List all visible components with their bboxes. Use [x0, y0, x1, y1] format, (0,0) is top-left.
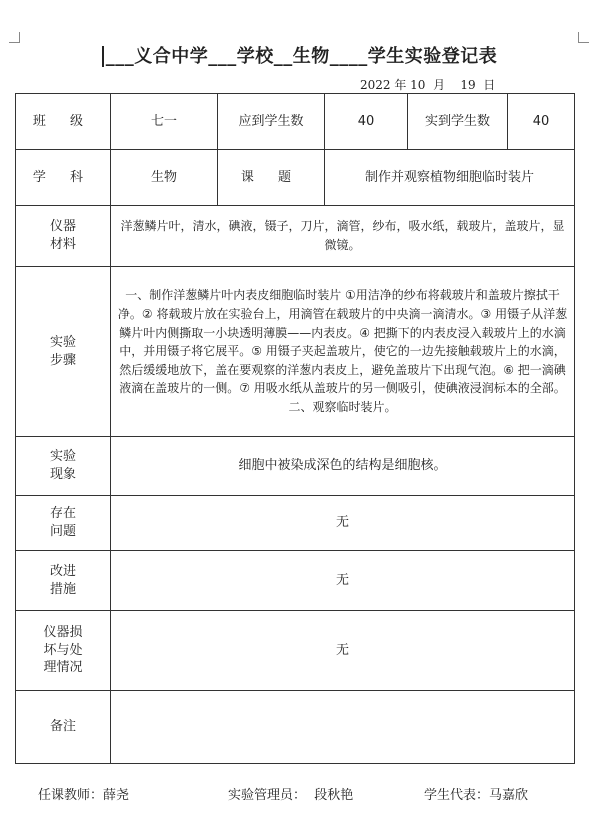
table-row — [16, 611, 575, 691]
materials-label: 仪器 材料 — [16, 206, 111, 267]
table-row — [16, 206, 575, 267]
materials-value: 洋葱鳞片叶，清水，碘液，镊子，刀片，滴管，纱布，吸水纸，载玻片，盖玻片，显微镜。 — [111, 206, 575, 267]
phenomenon-value: 细胞中被染成深色的结构是细胞核。 — [111, 437, 575, 496]
page-title — [0, 42, 599, 68]
expected-students-value: 40 — [325, 94, 408, 150]
student-rep-signature: 学生代表：马嘉欣 — [424, 788, 529, 803]
expected-students-label: 应到学生数 — [218, 94, 325, 150]
table-row — [16, 496, 575, 551]
remarks-value — [111, 691, 575, 764]
experiment-record-table — [15, 93, 575, 764]
table-row — [16, 94, 575, 150]
actual-students-label: 实到学生数 — [408, 94, 508, 150]
problems-label: 存在 问题 — [16, 496, 111, 551]
teacher-signature: 任课教师：薛尧 — [38, 788, 130, 803]
text-cursor — [102, 46, 104, 67]
remarks-label: 备注 — [16, 691, 111, 764]
class-label: 班 级 — [16, 94, 111, 150]
phenomenon-label: 实验 现象 — [16, 437, 111, 496]
steps-value: 一、制作洋葱鳞片叶内表皮细胞临时装片 ①用洁净的纱布将载玻片和盖玻片擦拭干净。② 将载玻片放在实验台上，用滴管在载玻片的中央滴一滴清水。③ 用镊子从洋葱鳞片叶内侧撕取一小块透明薄膜——内表皮。④ 把撕下的内表皮浸入载玻片上的水滴中，并用镊子将它展平。⑤ 用镊子夹起盖玻片，使它的一边先接触载玻片上的水滴，然后缓缓地放下，盖在要观察的洋葱内表皮上，避免盖玻片下出现气泡。⑥ 把一滴碘液滴在盖玻片的一侧。⑦ 用吸水纸从盖玻片的另一侧吸引，使碘液浸润标本的全部。二、观察临时装片。 — [111, 267, 575, 437]
record-date: 2022 年 10 月 19 日 — [360, 78, 496, 92]
steps-label: 实验 步骤 — [16, 267, 111, 437]
page-title-text: ___义合中学___学校__生物____学生实验登记表 — [105, 46, 498, 67]
lab-manager-signature: 实验管理员： 段秋艳 — [228, 788, 354, 803]
problems-value: 无 — [111, 496, 575, 551]
equipment-damage-label: 仪器损 坏与处 理情况 — [16, 611, 111, 691]
table-row — [16, 437, 575, 496]
class-value: 七一 — [111, 94, 218, 150]
table-row — [16, 150, 575, 206]
topic-label: 课 题 — [218, 150, 325, 206]
subject-label: 学 科 — [16, 150, 111, 206]
improvement-label: 改进 措施 — [16, 551, 111, 611]
actual-students-value: 40 — [508, 94, 575, 150]
table-row — [16, 267, 575, 437]
table-row — [16, 691, 575, 764]
improvement-value: 无 — [111, 551, 575, 611]
equipment-damage-value: 无 — [111, 611, 575, 691]
table-row — [16, 551, 575, 611]
topic-value: 制作并观察植物细胞临时装片 — [325, 150, 575, 206]
subject-value: 生物 — [111, 150, 218, 206]
